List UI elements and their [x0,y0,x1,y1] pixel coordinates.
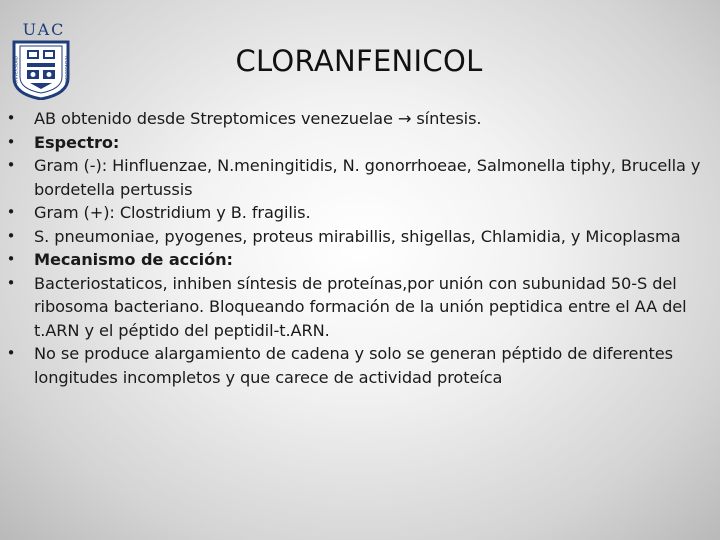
bullet-text: S. pneumoniae, pyogenes, proteus mirabillis, shigellas, Chlamidia, y Micoplasma [34,226,681,246]
bullet-marker: • [6,109,16,127]
bullet-item [4,201,716,225]
bullet-text: AB obtenido desde Streptomices venezuelae → síntesis. [34,109,482,128]
slide-title: CLORANFENICOL [235,44,483,78]
bullet-text: Mecanismo de acción: [34,250,233,269]
bullet-item [4,131,716,155]
bullet-text: No se produce alargamiento de cadena y solo se generan péptido de diferentes longitudes incompletos y que carece de actividad proteíca [34,344,673,387]
bullet-marker: • [6,273,16,292]
bullet-text: Espectro: [34,132,120,152]
bullet-item [4,107,716,131]
bullet-marker: • [6,344,16,362]
bullet-list [4,107,716,389]
bullet-text: Gram (-): Hinfluenzae, N.meningitidis, N. gonorrhoeae, Salmonella tiphy, Brucella y bordetella pertussis [34,156,701,199]
bullet-item [4,248,716,272]
bullet-marker: • [6,132,16,151]
bullet-marker: • [6,156,16,174]
logo-title: UAC [22,20,66,39]
bullet-item [4,342,716,389]
bullet-marker: • [6,203,16,221]
bullet-marker: • [6,226,16,245]
logo-ring-right: TECNOLOGICA [64,55,69,85]
bullet-item [4,154,716,201]
bullet-item [4,225,716,249]
bullet-text: Bacteriostaticos, inhiben síntesis de proteínas,por unión con subunidad 50-S del ribosoma bacteriano. Bloqueando formación de la unión peptidica entre el AA del t.ARN y el péptido del peptidil-t.ARN. [34,273,687,340]
bullet-item [4,272,716,343]
bullet-text: Gram (+): Clostridium y B. fragilis. [34,203,311,222]
bullet-marker: • [6,250,16,268]
logo-ring-left: UNIVERSIDAD [13,56,19,84]
